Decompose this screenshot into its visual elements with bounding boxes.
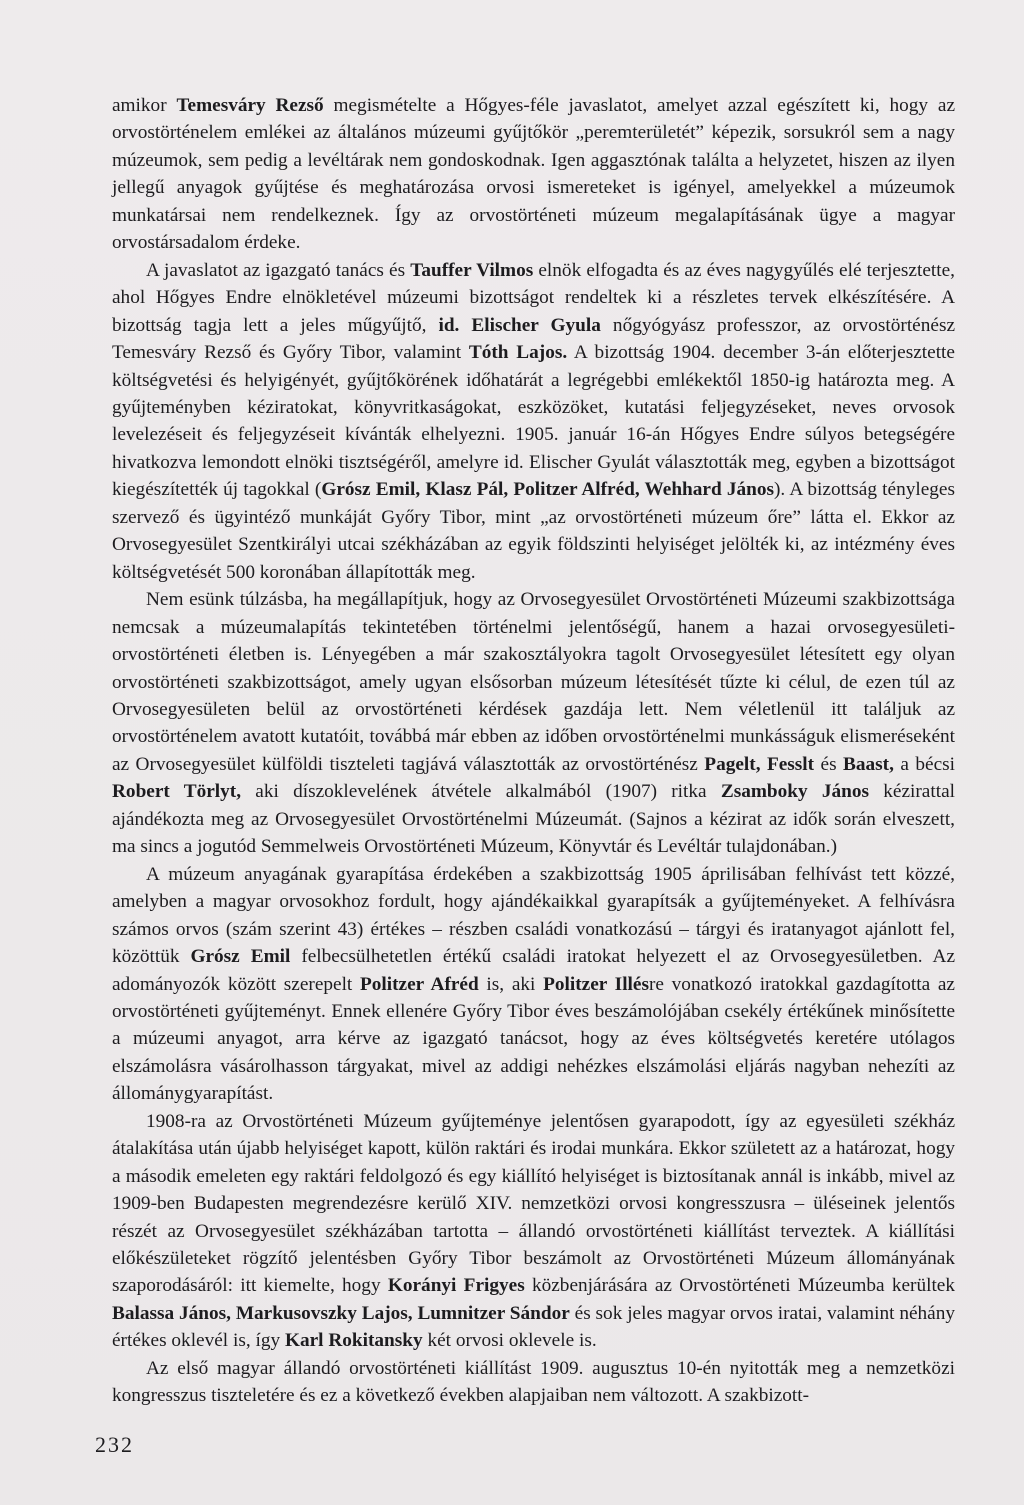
text-run: elnök elfogadta és az éves nagygyűlés elé terjesztette, ahol Hőgyes Endre elnökletével múzeumi bizottságot rendeltek ki a részletes tervek elkészítésére. A bizottság tagja lett a jeles műgyűjtő, xyxy=(112,259,955,336)
paragraph xyxy=(112,1108,955,1355)
body-text xyxy=(112,92,955,1410)
bold-name: Politzer Illés xyxy=(543,973,649,995)
text-run: közbenjárására az Orvostörténeti Múzeumba kerültek xyxy=(524,1275,955,1297)
text-run: és xyxy=(814,753,844,775)
bold-name: Karl Rokitansky xyxy=(284,1330,423,1352)
paragraph xyxy=(112,92,955,257)
bold-name: Temesváry Rezső xyxy=(176,95,324,116)
text-run: felbecsülhetetlen értékű családi iratokat helyezett el az Orvosegyesületben. Az adományozók között szerepelt xyxy=(112,946,956,995)
text-run: Nem esünk túlzásba, ha megállapítjuk, hogy az Orvosegyesület Orvostörténeti Múzeumi szakbizottsága nemcsak a múzeumalapítás tekintetében történelmi jelentőségű, hanem a hazai orvosegyesületi-orvostörténeti életben is. Lényegében a már szakosztályokra tagolt Orvosegyesület létesített egy olyan orvostörténeti szakbizottságot, amely ugyan elsősorban múzeum létesítését tűzte ki célul, de ezen túl az Orvosegyesületen belül az orvostörténeti kérdések gazdája lett. Nem véletlenül itt találjuk az orvostörténelem avatott kutatóit, továbbá már ebben az időben orvostörténelmi munkásságuk elismeréseként az Orvosegyesület külföldi tiszteleti tagjává választották az orvostörténész xyxy=(112,589,955,775)
text-run: két orvosi oklevele is. xyxy=(422,1330,597,1352)
bold-name: Balassa János, Markusovszky Lajos, Lumnitzer Sándor xyxy=(112,1302,570,1324)
text-run: is, aki xyxy=(478,973,544,995)
bold-name: id. Elischer Gyula xyxy=(438,314,601,336)
text-run: amikor xyxy=(112,95,177,116)
text-run: ). A bizottság tényleges szervező és ügyintéző munkáját Győry Tibor, mint „az orvostörténeti múzeum őre” látta el. Ekkor az Orvosegyesület Szentkirályi utcai székházában az egyik földszinti helyiséget jelölték ki, az intézmény éves költségvetését 500 koronában állapították meg. xyxy=(112,479,955,583)
text-run: A bizottság 1904. december 3-án előterjesztette költségvetési és helyigényét, gyűjtőkörének időhatárát a legrégebbi emlékektől 1850-ig határozta meg. A gyűjteményben kéziratokat, könyvritkaságokat, eszközöket, kutatási feljegyzéseket, neves orvosok levelezéseit és feljegyzéseit kívánták elhelyezni. 1905. január 16-án Hőgyes Endre súlyos betegségére hivatkozva lemondott elnöki tisztségéről, amelyre id. Elischer Gyulát választották meg, egyben a bizottságot kiegészítették új tagokkal ( xyxy=(112,342,955,501)
paragraph xyxy=(112,861,955,1108)
paragraph xyxy=(112,257,955,586)
bold-name: Korányi Frigyes xyxy=(387,1275,525,1297)
page-number: 232 xyxy=(95,1432,134,1457)
text-run: nőgyógyász professzor, az orvostörténész Temesváry Rezső és Győry Tibor, valamint xyxy=(112,314,956,364)
bold-name: Politzer Afréd xyxy=(360,973,479,995)
text-run: megismételte a Hőgyes-féle javaslatot, amelyet azzal egészített ki, hogy az orvostörténelem emlékei az általános múzeumi gyűjtőkör „peremterületét” képezik, sorsukról sem a nagy múzeumok, sem pedig a levéltárak nem gondoskodnak. Igen aggasztónak találta a helyzetet, hiszen az ilyen jellegű anyagok gyűjtése és meghatározása orvosi ismereteket is igényel, amelyekkel a múzeumok munkatársai nem rendelkeznek. Így az orvostörténeti múzeum megalapításának ügye a magyar orvostársadalom érdeke. xyxy=(112,95,955,254)
paragraph xyxy=(112,1355,955,1410)
text-run: Az első magyar állandó orvostörténeti kiállítást 1909. augusztus 10-én nyitották meg a nemzetközi kongresszus tiszteletére és ez a következő években alapjaiban nem változott. A szakbizott- xyxy=(112,1357,955,1407)
bold-name: Tóth Lajos. xyxy=(468,342,568,364)
bold-name: Baast, xyxy=(843,753,894,775)
text-run: és sok jeles magyar orvos iratai, valamint néhány értékes oklevél is, így xyxy=(112,1302,956,1352)
text-run: kézirattal ajándékozta meg az Orvosegyesület Orvostörténelmi Múzeumát. (Sajnos a kézirat az idők során elveszett, ma sincs a jogutód Semmelweis Orvostörténeti Múzeum, Könyvtár és Levéltár tulajdonában.) xyxy=(112,781,955,858)
bold-name: Robert Törlyt, xyxy=(112,781,242,803)
text-run: 1908-ra az Orvostörténeti Múzeum gyűjteménye jelentősen gyarapodott, így az egyesületi székház átalakítása után újabb helyiséget kapott, külön raktári és irodai munkára. Ekkor született az a határozat, hogy a második emeleten egy raktári feldolgozó és egy kiállító helyiséget is biztosítanak annál is inkább, mivel az 1909-ben Budapesten megrendezésre kerülő XIV. nemzetközi orvosi kongresszusra – üléseinek jelentős részét az Orvosegyesület székházában tartotta – állandó orvostörténeti kiállítást terveztek. A kiállítási előkészületeket rögzítő jelentésben Győry Tibor beszámolt az Orvostörténeti Múzeum állományának szaporodásáról: itt kiemelte, hogy xyxy=(112,1110,955,1297)
bold-name: Tauffer Vilmos xyxy=(410,259,534,281)
paragraph xyxy=(112,586,955,861)
bold-name: Zsamboky János xyxy=(720,781,870,803)
text-run: A javaslatot az igazgató tanács és xyxy=(146,259,411,281)
text-run: aki díszoklevelének átvétele alkalmából (1907) ritka xyxy=(241,781,721,803)
text-run: a bécsi xyxy=(893,753,955,775)
bold-name: Grósz Emil xyxy=(190,946,291,968)
text-run: A múzeum anyagának gyarapítása érdekében a szakbizottság 1905 áprilisában felhívást tett közzé, amelyben a magyar orvosokhoz fordult, hogy ajándékaikkal gyarapítsák a gyűjteményeket. A felhívásra számos orvos (szám szerint 43) értékes – részben családi vonatkozású – tárgyi és iratanyagot ajánlott fel, közöttük xyxy=(112,863,955,968)
text-run: re vonatkozó iratokkal gazdagította az orvostörténeti gyűjteményt. Ennek ellenére Győry Tibor éves beszámolójában csekély értékűnek minősítette a múzeumi anyagot, arra kérve az igazgató tanácsot, hogy az éves költségvetés keretére utólagos elszámolásra vásárolhasson tárgyakat, mivel az addigi nehézkes elszámolási eljárás nagyban nehezíti az állománygyarapítást. xyxy=(112,973,955,1105)
bold-name: Pagelt, Fesslt xyxy=(704,753,815,775)
bold-name: Grósz Emil, Klasz Pál, Politzer Alfréd, Wehhard János xyxy=(321,479,775,501)
